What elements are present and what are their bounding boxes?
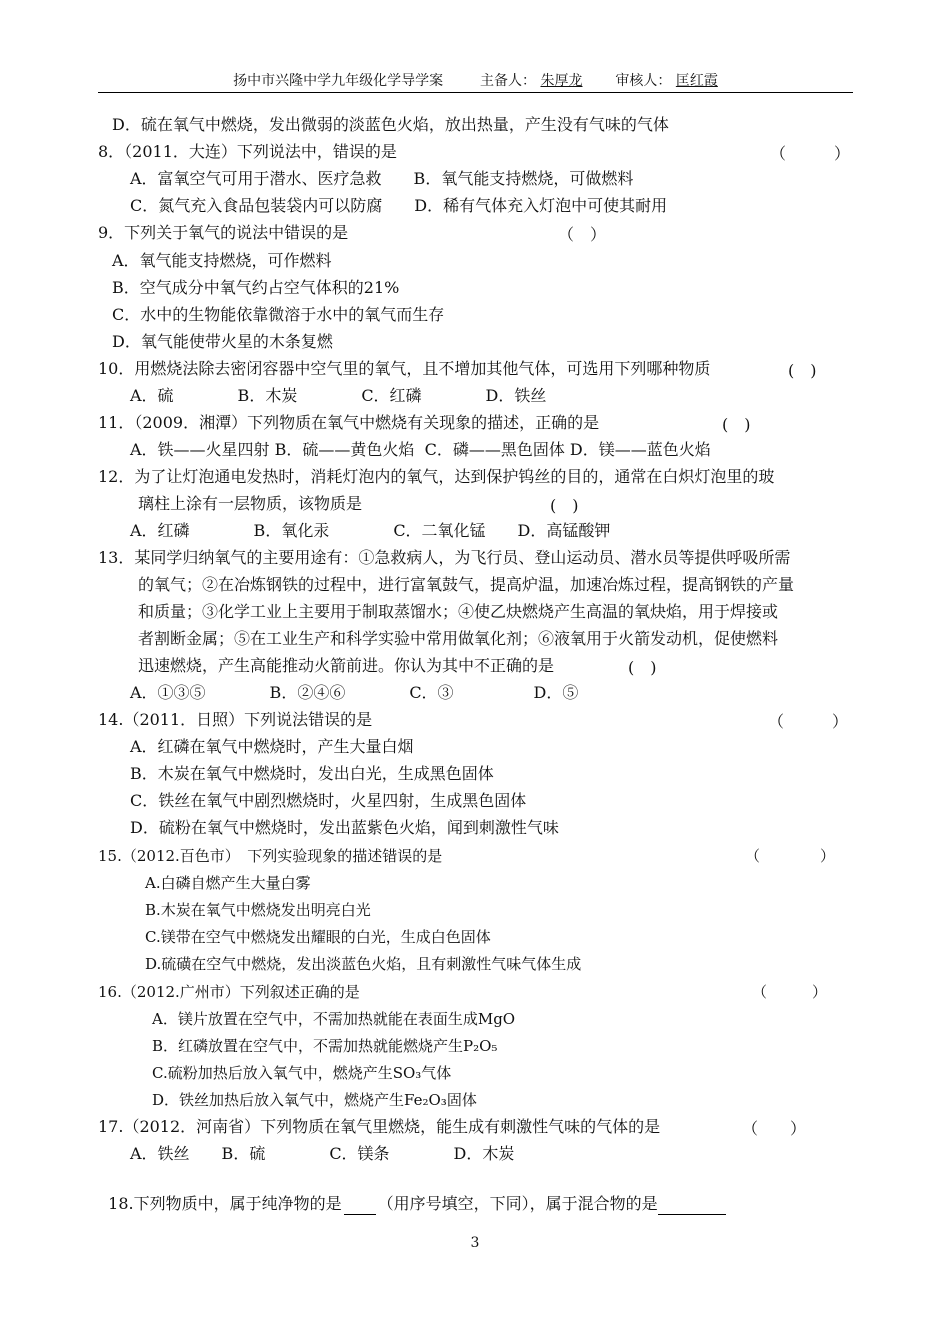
q11-options: A．铁——火星四射 B．硫——黄色火焰 C．磷——黑色固体 D．镁——蓝色火焰 (130, 440, 711, 459)
q14-option-c: C．铁丝在氧气中剧烈燃烧时，火星四射，生成黑色固体 (130, 791, 527, 810)
q9-option-b: B．空气成分中氧气约占空气体积的21% (112, 278, 400, 297)
q16-answer-paren: （ ） (752, 983, 828, 1001)
q9-option-d: D．氧气能使带火星的木条复燃 (112, 332, 333, 351)
q14-stem: 14.（2011．日照）下列说法错误的是 (98, 710, 373, 729)
q8-stem: 8．（2011．大连）下列说法中，错误的是 (98, 142, 397, 161)
q8-options-cd: C．氮气充入食品包装袋内可以防腐 D．稀有气体充入灯泡中可使其耐用 (130, 196, 668, 215)
q15-option-d: D.硫磺在空气中燃烧，发出淡蓝色火焰，且有刺激性气味气体生成 (145, 955, 582, 973)
preparer-label: 主备人： (480, 73, 537, 89)
q14-option-a: A．红磷在氧气中燃烧时，产生大量白烟 (130, 737, 414, 756)
page-header (98, 70, 853, 93)
q12-stem-line1: 12．为了让灯泡通电发热时，消耗灯泡内的氧气，达到保护钨丝的目的，通常在白炽灯泡里的玻 (98, 467, 775, 486)
q13-options: A．①③⑤ B．②④⑥ C．③ D．⑤ (130, 683, 579, 702)
q10-answer-paren: ( ) (788, 361, 817, 380)
reviewer-label: 审核人： (615, 73, 672, 89)
q17-answer-paren: （ ） (742, 1119, 807, 1138)
q13-stem-line1: 13．某同学归纳氧气的主要用途有：①急救病人，为飞行员、登山运动员、潜水员等提供呼吸所需 (98, 548, 791, 567)
q16-option-a: A．镁片放置在空气中，不需加热就能在表面生成MgO (152, 1010, 516, 1028)
q12-options: A．红磷 B．氧化汞 C．二氧化锰 D．高锰酸钾 (130, 521, 611, 540)
q13-stem-line4: 者割断金属；⑤在工业生产和科学实验中常用做氧化剂；⑥液氧用于火箭发动机，促使燃料 (138, 629, 779, 648)
school-title: 扬中市兴隆中学九年级化学导学案 (233, 73, 444, 89)
q16-option-d: D．铁丝加热后放入氧气中，燃烧产生Fe₂O₃固体 (152, 1091, 477, 1109)
q9-option-a: A．氧气能支持燃烧，可作燃料 (112, 251, 332, 270)
q18-text-part2: （用序号填空，下同），属于混合物的是 (377, 1194, 658, 1213)
q13-stem-line5: 迅速燃烧，产生高能推动火箭前进。你认为其中不正确的是 (138, 656, 555, 675)
q18-stem (98, 1171, 726, 1215)
q15-option-c: C.镁带在空气中燃烧发出耀眼的白光，生成白色固体 (145, 928, 491, 946)
q14-answer-paren: （ ） (768, 712, 849, 731)
q9-stem: 9．下列关于氧气的说法中错误的是 (98, 223, 349, 242)
q14-option-d: D．硫粉在氧气中燃烧时，发出蓝紫色火焰，闻到刺激性气味 (130, 818, 559, 837)
q11-answer-paren: ( ) (722, 415, 751, 434)
q15-answer-paren: （ ） (745, 847, 836, 865)
q16-stem: 16.（2012.广州市）下列叙述正确的是 (98, 983, 360, 1001)
preparer-name: 朱厚龙 (540, 73, 583, 89)
q18-pure-answer-blank[interactable] (344, 1196, 376, 1215)
q10-options: A．硫 B．木炭 C．红磷 D．铁丝 (130, 386, 547, 405)
q15-option-a: A.白磷自燃产生大量白雾 (145, 874, 311, 892)
q18-mixture-answer-blank[interactable] (658, 1196, 726, 1215)
q17-options: A．铁丝 B．硫 C．镁条 D．木炭 (130, 1144, 515, 1163)
q12-answer-paren: ( ) (550, 496, 579, 515)
q11-stem: 11．（2009．湘潭）下列物质在氧气中燃烧有关现象的描述，正确的是 (98, 413, 600, 432)
q9-answer-paren: （ ） (558, 225, 607, 244)
q13-answer-paren: ( ) (628, 658, 657, 677)
q15-option-b: B.木炭在氧气中燃烧发出明亮白光 (145, 901, 371, 919)
reviewer-name: 匡红霞 (675, 73, 718, 89)
q16-option-b: B．红磷放置在空气中，不需加热就能燃烧产生P₂O₅ (152, 1037, 498, 1055)
q18-text-part1: 18.下列物质中，属于纯净物的是 (108, 1194, 342, 1213)
q17-stem: 17.（2012．河南省）下列物质在氧气里燃烧，能生成有刺激性气味的气体的是 (98, 1117, 661, 1136)
q12-stem-line2: 璃柱上涂有一层物质，该物质是 (138, 494, 363, 513)
q7-option-d: D．硫在氧气中燃烧，发出微弱的淡蓝色火焰，放出热量，产生没有气味的气体 (112, 115, 669, 134)
q13-stem-line3: 和质量；③化学工业上主要用于制取蒸馏水；④使乙炔燃烧产生高温的氧炔焰，用于焊接或 (138, 602, 779, 621)
q16-option-c: C.硫粉加热后放入氧气中，燃烧产生SO₃气体 (152, 1064, 452, 1082)
page-number: 3 (470, 1235, 480, 1251)
q14-option-b: B．木炭在氧气中燃烧时，发出白光，生成黑色固体 (130, 764, 494, 783)
q8-answer-paren: （ ） (770, 144, 851, 163)
q15-stem: 15.（2012.百色市） 下列实验现象的描述错误的是 (98, 847, 443, 865)
q9-option-c: C．水中的生物能依靠微溶于水中的氧气而生存 (112, 305, 445, 324)
q13-stem-line2: 的氧气；②在冶炼钢铁的过程中，进行富氧鼓气，提高炉温，加速冶炼过程，提高钢铁的产量 (138, 575, 795, 594)
q10-stem: 10．用燃烧法除去密闭容器中空气里的氧气，且不增加其他气体，可选用下列哪种物质 (98, 359, 711, 378)
q8-options-ab: A．富氧空气可用于潜水、医疗急救 B．氧气能支持燃烧，可做燃料 (130, 169, 634, 188)
